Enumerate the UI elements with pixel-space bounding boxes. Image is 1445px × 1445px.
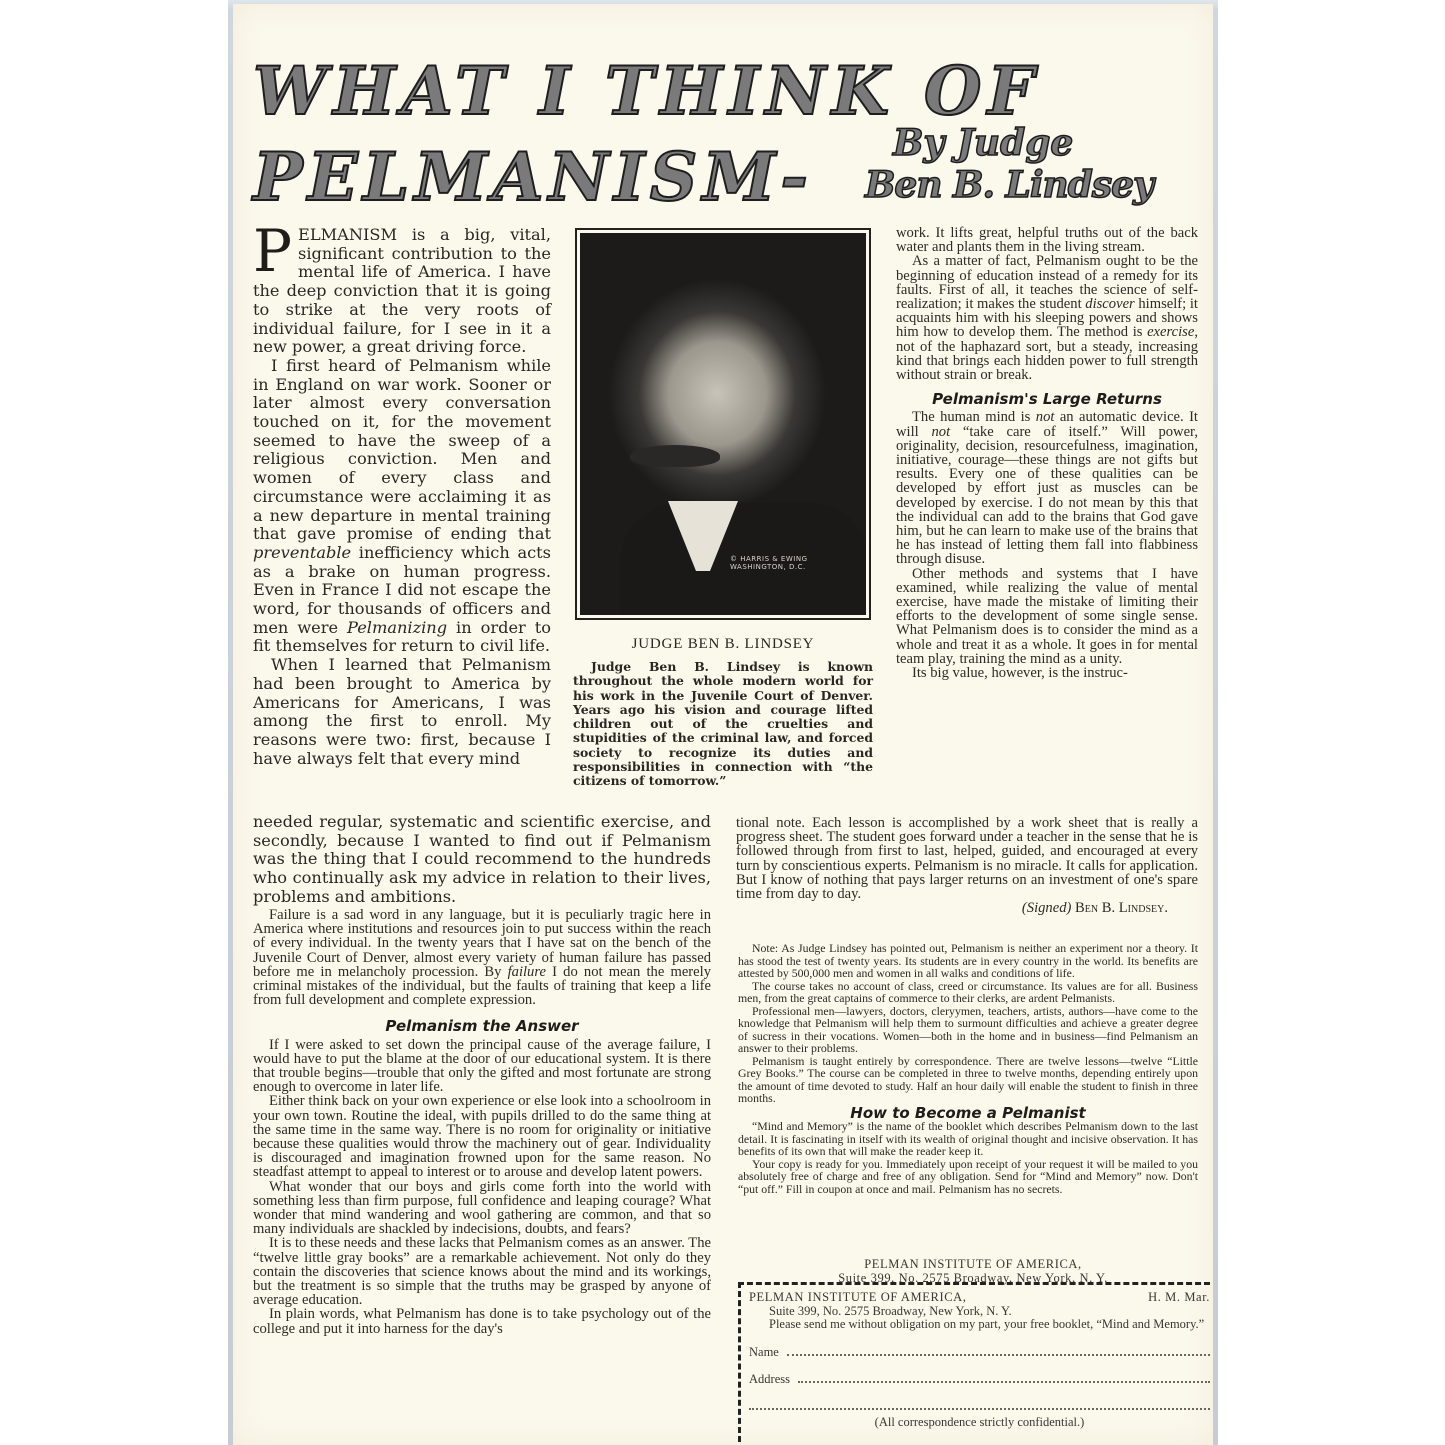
paragraph: The human mind is not an automatic device. It will not “take care of itself.” Will power, originality, decision, resourcefulness, imagination, initiative, courage—these things are not gifts but results. Every one of these qualities can be developed by effort just as muscles can be developed by exercise. I do not mean by this that the individual can add to the brains that God gave him, but he can learn to make use of the brains that he has instead of letting them fall into flabbiness through disuse. — [896, 409, 1198, 568]
paragraph: If I were asked to set down the principal cause of the average failure, I would have to put the blame at the door of our educational system. It is there that trouble begins—trouble that only the gifted and most fortunate are strong enough to overcome in later life. — [253, 1036, 711, 1096]
paragraph: Your copy is ready for you. Immediately upon receipt of your request it will be mailed to you absolutely free of charge and free of any obligation. Send for “Mind and Memory” now. Don't “put off.” Fill in coupon at once and mail. Pelmanism has no secrets. — [738, 1156, 1198, 1196]
photo-credit: © HARRIS & EWING WASHINGTON, D.C. — [730, 555, 808, 571]
address-input-line[interactable] — [798, 1374, 1210, 1383]
paragraph: Professional men—lawyers, doctors, cleryymen, teachers, artists, authors—have come to the knowledge that Pelmanism will help them to surmount difficulties and achieve a greater degree of sucress in their vocations. Women—both in the home and in business—find Pelmanism an answer to their problems. — [738, 1003, 1198, 1055]
signature: (Signed) Ben B. Lindsey. — [1021, 900, 1168, 917]
note-section — [738, 942, 1198, 1195]
paragraph: “Mind and Memory” is the name of the booklet which describes Pelmanism down to the last detail. It is fascinating in itself with its wealth of original thought and incisive observation. It has benefits of its own that will make the reader keep it. — [738, 1119, 1198, 1158]
name-label: Name — [749, 1344, 779, 1359]
column-left — [253, 217, 551, 768]
paragraph: Other methods and systems that I have examined, while realizing the value of mental exercise, have made the mistake of limiting their efforts to the development of some single sense. What Pelmanism does is to consider the mind as a whole and treat it as a whole. It goes in for mental team play, training the mind as a unity. — [896, 565, 1198, 667]
byline-line-2: Ben B. Lindsey — [865, 164, 1153, 206]
coupon-code: H. M. Mar. — [1148, 1290, 1210, 1304]
magazine-page — [233, 4, 1213, 1445]
paragraph: As a matter of fact, Pelmanism ought to be the beginning of education instead of a remedy for its faults. First of all, it teaches the science of self-realization; it makes the student discover himself; it acquaints him with his sleeping powers and shows him how to develop them. The method is exercise, not of the haphazard sort, but a steady, increasing kind that brings each hidden power to full strength without strain or break. — [896, 253, 1198, 384]
paragraph: Its big value, however, is the instruc- — [912, 665, 1128, 682]
address-line-2-field[interactable] — [749, 1401, 1210, 1410]
byline-line-1: By Judge — [893, 122, 1074, 164]
paragraph: Pelmanism is taught entirely by correspondence. There are twelve lessons—twelve “Little Grey Books.” The course can be completed in three to twelve months, depending entirely upon the amount of time devoted to study. Half an hour daily will enable the student to finish in three months. — [738, 1053, 1198, 1105]
paragraph: It is to these needs and these lacks that Pelmanism comes as an answer. The “twelve little gray books” are a remarkable achievement. Not only do they contain the discoveries that science knows about the mind and its workings, but the treatment is so simple that the truths may be grasped by anyone of average education. — [253, 1235, 711, 1309]
paragraph: Note: As Judge Lindsey has pointed out, Pelmanism is neither an experiment nor a theory. It has stood the test of twenty years. Its students are in every country in the world. Its benefits are attested by 500,000 men and women in all walks and conditions of life. — [738, 941, 1198, 980]
headline-line-2: PELMANISM- — [253, 138, 813, 216]
coupon-request: Please send me without obligation on my part, your free booklet, “Mind and Memory.” — [769, 1317, 1205, 1331]
address-line-2-input[interactable] — [749, 1401, 1210, 1410]
caption-title: JUDGE BEN B. LINDSEY — [631, 636, 815, 652]
column-left-wide — [253, 813, 711, 907]
paragraph: I first heard of Pelmanism while in England on war work. Sooner or later almost every conversation touched on it, for the movement seemed to have the sweep of a religious conviction. Men and women of every class and circumstance were acclaiming it as a new departure in mental training that gave promise of ending that preventable inefficiency which acts as a brake on human progress. Even in France I did not escape the word, for thousands of officers and men were Pelmanizing in order to fit themselves for return to civil life. — [253, 355, 551, 656]
name-input-line[interactable] — [787, 1347, 1210, 1356]
drop-cap: P — [253, 217, 293, 285]
coupon-institute: PELMAN INSTITUTE OF AMERICA, — [749, 1290, 967, 1304]
coupon-address: Suite 399, No. 2575 Broadway, New York, N. Y. — [769, 1303, 1012, 1318]
column-right — [896, 226, 1198, 680]
portrait-image — [580, 233, 866, 615]
name-field[interactable] — [749, 1346, 1210, 1360]
confidential-note: (All correspondence strictly confidential.) — [874, 1414, 1085, 1429]
portrait-photo — [575, 228, 871, 620]
paragraph: Either think back on your own experience or else look into a schoolroom in your own town. Routine the ideal, with pupils drilled to do the same thing at the same time in the same way. There is no room for originality or initiative because these qualities would throw the machinery out of gear. Individuality is discouraged and imagination frowned upon for the same reason. No steadfast attempt to appeal to interest or to arouse and develop latent powers. — [253, 1093, 711, 1181]
subhead-how-to: How to Become a Pelmanist — [850, 1103, 1086, 1122]
paragraph: The course takes no account of class, creed or circumstance. Its values are for all. Business men, from the great captains of commerce to their clerks, are ardent Pelmanists. — [738, 978, 1198, 1005]
headline-line-1: WHAT I THINK OF — [253, 52, 1041, 130]
caption-body: Judge Ben B. Lindsey is known throughout the whole modern world for his work in the Juvenile Court of Denver. Years ago his vision and courage lifted children out of the cruelties and stupidities of the criminal law, and forced society to recognize its duties and responsibilities in connection with “the citizens of tomorrow.” — [573, 659, 873, 789]
paragraph: In plain words, what Pelmanism has done is to take psychology out of the college and put it into harness for the day's — [253, 1306, 711, 1337]
address-field[interactable] — [749, 1373, 1210, 1387]
subhead-large-returns: Pelmanism's Large Returns — [932, 390, 1162, 409]
paragraph: What wonder that our boys and girls come forth into the world with something less than firm purpose, full confidence and leaping courage? What wonder that mind wandering and wool gathering are common, and that so many individuals are shackled by indecisions, doubts, and fears? — [253, 1178, 711, 1238]
paragraph: When I learned that Pelmanism had been brought to America by Americans for Americans, I was among the first to enroll. My reasons were two: first, because I have always felt that every mind — [253, 655, 551, 768]
paragraph: PELMANISM is a big, vital, significant contribution to the mental life of America. I have the deep conviction that it is going to strike at the very roots of individual failure, for I see in it a new power, a great driving force. — [253, 217, 551, 357]
column-left-body — [253, 908, 711, 1336]
paragraph: Failure is a sad word in any language, but it is peculiarly tragic here in America where institutions and resources join to put success within the reach of every individual. In the twenty years that I have sat on the bench of the Juvenile Court of Denver, almost every variety of human failure has passed before me in melancholy procession. By failure I do not mean the merely criminal mistakes of the individual, but the faults of training that keep a life from full development and complete expression. — [253, 907, 711, 1009]
subhead-answer: Pelmanism the Answer — [385, 1017, 579, 1036]
institute-address: PELMAN INSTITUTE OF AMERICA, Suite 399, No. 2575 Broadway, New York, N. Y. — [838, 1257, 1108, 1285]
paragraph: tional note. Each lesson is accomplished by a work sheet that is really a progress sheet. The student goes forward under a teacher in the sense that he is followed through from first to last, helped, guided, and encouraged at every turn by conscientious experts. Pelmanism is no miracle. It calls for application. But I know of nothing that pays larger returns on an investment of one's spare time from day to day. — [736, 815, 1198, 903]
address-label: Address — [749, 1372, 790, 1386]
paragraph: work. It lifts great, helpful truths out of the back water and plants them in the living stream. — [896, 225, 1198, 256]
column-right-wide — [736, 816, 1198, 915]
coupon-form[interactable] — [738, 1282, 1210, 1442]
paragraph: needed regular, systematic and scientific exercise, and secondly, because I wanted to find out if Pelmanism was the thing that I could recommend to the hundreds who continually ask my advice in relation to their lives, problems and ambitions. — [253, 812, 711, 906]
